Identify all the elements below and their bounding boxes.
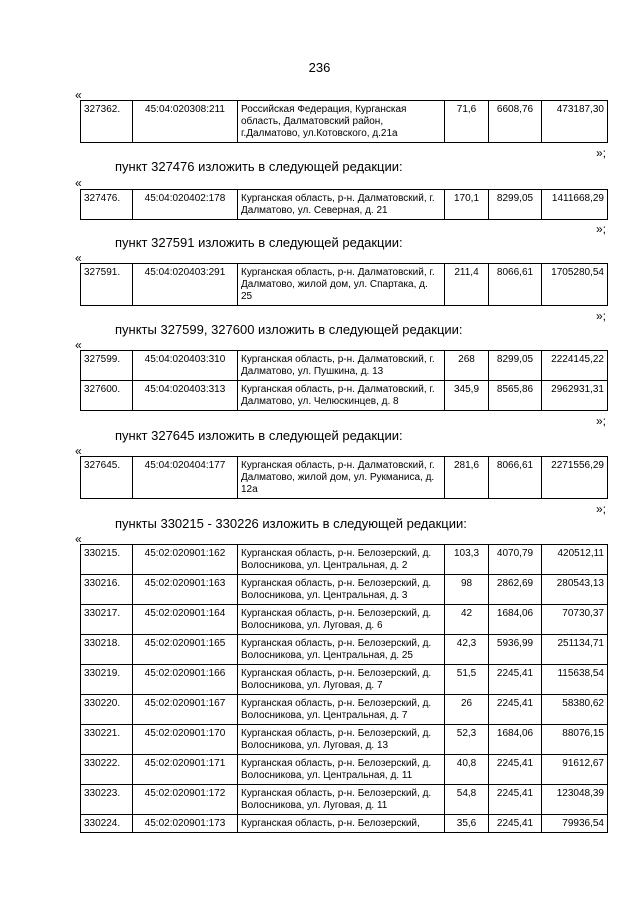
area-cell: 35,6 bbox=[445, 815, 489, 833]
table-row bbox=[81, 545, 608, 575]
address-cell: Курганская область, р-н. Белозерский, д. Волосникова, ул. Луговая, д. 7 bbox=[238, 665, 445, 695]
amendment-instruction: пункты 330215 - 330226 изложить в следующей редакции: bbox=[115, 516, 467, 531]
area-cell: 42,3 bbox=[445, 635, 489, 665]
area-cell: 42 bbox=[445, 605, 489, 635]
cadastral-number-cell: 45:02:020901:165 bbox=[133, 635, 238, 665]
open-quote: « bbox=[75, 176, 82, 190]
table-row bbox=[81, 575, 608, 605]
cadastral-number-cell: 45:02:020901:162 bbox=[133, 545, 238, 575]
rate-cell: 1684,06 bbox=[489, 725, 542, 755]
record-number-cell: 330217. bbox=[81, 605, 133, 635]
record-number-cell: 327591. bbox=[81, 264, 133, 306]
rate-cell: 2862,69 bbox=[489, 575, 542, 605]
table-row bbox=[81, 785, 608, 815]
address-cell: Курганская область, р-н. Белозерский, д. Волосникова, ул. Центральная, д. 7 bbox=[238, 695, 445, 725]
open-quote: « bbox=[75, 532, 82, 546]
open-quote: « bbox=[75, 88, 82, 102]
address-cell: Курганская область, р-н. Далматовский, г. Далматово, жилой дом, ул. Рукманиса, д. 12а bbox=[238, 457, 445, 499]
rate-cell: 2245,41 bbox=[489, 815, 542, 833]
cadastral-number-cell: 45:02:020901:173 bbox=[133, 815, 238, 833]
cadastral-number-cell: 45:02:020901:170 bbox=[133, 725, 238, 755]
open-quote: « bbox=[75, 338, 82, 352]
cadastral-number-cell: 45:04:020403:313 bbox=[133, 381, 238, 411]
record-number-cell: 330218. bbox=[81, 635, 133, 665]
rate-cell: 8066,61 bbox=[489, 264, 542, 306]
table-row bbox=[81, 457, 608, 499]
table-row bbox=[81, 815, 608, 833]
amendment-instruction: пункты 327599, 327600 изложить в следующей редакции: bbox=[115, 322, 463, 337]
area-cell: 281,6 bbox=[445, 457, 489, 499]
record-table bbox=[80, 189, 608, 220]
close-quote: »; bbox=[596, 502, 607, 516]
cadastral-number-cell: 45:02:020901:171 bbox=[133, 755, 238, 785]
amendment-instruction: пункт 327645 изложить в следующей редакции: bbox=[115, 428, 403, 443]
area-cell: 98 bbox=[445, 575, 489, 605]
cadastral-number-cell: 45:02:020901:172 bbox=[133, 785, 238, 815]
close-quote: »; bbox=[596, 222, 607, 236]
address-cell: Курганская область, р-н. Далматовский, г. Далматово, ул. Челюскинцев, д. 8 bbox=[238, 381, 445, 411]
table-row bbox=[81, 101, 608, 143]
cadastral-value-cell: 420512,11 bbox=[542, 545, 608, 575]
record-table bbox=[80, 263, 608, 306]
table-row bbox=[81, 665, 608, 695]
address-cell: Российская Федерация, Курганская область, Далматовский район, г.Далматово, ул.Котовского, д.21а bbox=[238, 101, 445, 143]
record-number-cell: 330216. bbox=[81, 575, 133, 605]
record-number-cell: 330215. bbox=[81, 545, 133, 575]
rate-cell: 8299,05 bbox=[489, 190, 542, 220]
record-number-cell: 330220. bbox=[81, 695, 133, 725]
record-number-cell: 327362. bbox=[81, 101, 133, 143]
cadastral-number-cell: 45:04:020403:310 bbox=[133, 351, 238, 381]
cadastral-value-cell: 88076,15 bbox=[542, 725, 608, 755]
record-number-cell: 330223. bbox=[81, 785, 133, 815]
cadastral-number-cell: 45:02:020901:166 bbox=[133, 665, 238, 695]
area-cell: 51,5 bbox=[445, 665, 489, 695]
record-table bbox=[80, 456, 608, 499]
rate-cell: 6608,76 bbox=[489, 101, 542, 143]
table-row bbox=[81, 755, 608, 785]
record-number-cell: 330221. bbox=[81, 725, 133, 755]
address-cell: Курганская область, р-н. Далматовский, г. Далматово, ул. Пушкина, д. 13 bbox=[238, 351, 445, 381]
cadastral-value-cell: 58380,62 bbox=[542, 695, 608, 725]
area-cell: 40,8 bbox=[445, 755, 489, 785]
open-quote: « bbox=[75, 251, 82, 265]
rate-cell: 5936,99 bbox=[489, 635, 542, 665]
area-cell: 345,9 bbox=[445, 381, 489, 411]
amendment-instruction: пункт 327591 изложить в следующей редакции: bbox=[115, 235, 403, 250]
rate-cell: 2245,41 bbox=[489, 665, 542, 695]
cadastral-number-cell: 45:04:020404:177 bbox=[133, 457, 238, 499]
table-row bbox=[81, 351, 608, 381]
close-quote: »; bbox=[596, 309, 607, 323]
address-cell: Курганская область, р-н. Белозерский, д. Волосникова, ул. Центральная, д. 11 bbox=[238, 755, 445, 785]
area-cell: 71,6 bbox=[445, 101, 489, 143]
area-cell: 211,4 bbox=[445, 264, 489, 306]
area-cell: 26 bbox=[445, 695, 489, 725]
cadastral-value-cell: 280543,13 bbox=[542, 575, 608, 605]
area-cell: 52,3 bbox=[445, 725, 489, 755]
rate-cell: 8299,05 bbox=[489, 351, 542, 381]
table-row bbox=[81, 635, 608, 665]
record-number-cell: 330222. bbox=[81, 755, 133, 785]
rate-cell: 1684,06 bbox=[489, 605, 542, 635]
table-row bbox=[81, 605, 608, 635]
record-table bbox=[80, 100, 608, 143]
area-cell: 268 bbox=[445, 351, 489, 381]
area-cell: 170,1 bbox=[445, 190, 489, 220]
table-row bbox=[81, 190, 608, 220]
record-number-cell: 327600. bbox=[81, 381, 133, 411]
rate-cell: 4070,79 bbox=[489, 545, 542, 575]
table-row bbox=[81, 381, 608, 411]
cadastral-number-cell: 45:04:020308:211 bbox=[133, 101, 238, 143]
cadastral-value-cell: 251134,71 bbox=[542, 635, 608, 665]
address-cell: Курганская область, р-н. Белозерский, д. Волосникова, ул. Центральная, д. 2 bbox=[238, 545, 445, 575]
close-quote: »; bbox=[596, 414, 607, 428]
cadastral-value-cell: 2271556,29 bbox=[542, 457, 608, 499]
rate-cell: 2245,41 bbox=[489, 755, 542, 785]
rate-cell: 8066,61 bbox=[489, 457, 542, 499]
table-row bbox=[81, 264, 608, 306]
record-number-cell: 327476. bbox=[81, 190, 133, 220]
area-cell: 103,3 bbox=[445, 545, 489, 575]
close-quote: »; bbox=[596, 146, 607, 160]
cadastral-value-cell: 70730,37 bbox=[542, 605, 608, 635]
table-row bbox=[81, 725, 608, 755]
table-row bbox=[81, 695, 608, 725]
address-cell: Курганская область, р-н. Далматовский, г. Далматово, ул. Северная, д. 21 bbox=[238, 190, 445, 220]
amendment-instruction: пункт 327476 изложить в следующей редакции: bbox=[115, 159, 403, 174]
page-number: 236 bbox=[308, 60, 331, 75]
record-number-cell: 327599. bbox=[81, 351, 133, 381]
open-quote: « bbox=[75, 444, 82, 458]
cadastral-value-cell: 1705280,54 bbox=[542, 264, 608, 306]
cadastral-value-cell: 115638,54 bbox=[542, 665, 608, 695]
cadastral-value-cell: 123048,39 bbox=[542, 785, 608, 815]
cadastral-value-cell: 473187,30 bbox=[542, 101, 608, 143]
cadastral-value-cell: 2962931,31 bbox=[542, 381, 608, 411]
record-number-cell: 330224. bbox=[81, 815, 133, 833]
record-table bbox=[80, 350, 608, 411]
address-cell: Курганская область, р-н. Белозерский, д. Волосникова, ул. Центральная, д. 25 bbox=[238, 635, 445, 665]
rate-cell: 2245,41 bbox=[489, 785, 542, 815]
address-cell: Курганская область, р-н. Белозерский, д. Волосникова, ул. Центральная, д. 3 bbox=[238, 575, 445, 605]
cadastral-value-cell: 2224145,22 bbox=[542, 351, 608, 381]
address-cell: Курганская область, р-н. Белозерский, д. Волосникова, ул. Луговая, д. 6 bbox=[238, 605, 445, 635]
address-cell: Курганская область, р-н. Белозерский, bbox=[238, 815, 445, 833]
record-table bbox=[80, 544, 608, 833]
rate-cell: 2245,41 bbox=[489, 695, 542, 725]
cadastral-number-cell: 45:04:020402:178 bbox=[133, 190, 238, 220]
cadastral-number-cell: 45:02:020901:164 bbox=[133, 605, 238, 635]
cadastral-value-cell: 79936,54 bbox=[542, 815, 608, 833]
address-cell: Курганская область, р-н. Белозерский, д. Волосникова, ул. Луговая, д. 13 bbox=[238, 725, 445, 755]
record-number-cell: 327645. bbox=[81, 457, 133, 499]
cadastral-number-cell: 45:04:020403:291 bbox=[133, 264, 238, 306]
cadastral-number-cell: 45:02:020901:163 bbox=[133, 575, 238, 605]
area-cell: 54,8 bbox=[445, 785, 489, 815]
cadastral-value-cell: 1411668,29 bbox=[542, 190, 608, 220]
address-cell: Курганская область, р-н. Белозерский, д. Волосникова, ул. Луговая, д. 11 bbox=[238, 785, 445, 815]
cadastral-number-cell: 45:02:020901:167 bbox=[133, 695, 238, 725]
cadastral-value-cell: 91612,67 bbox=[542, 755, 608, 785]
address-cell: Курганская область, р-н. Далматовский, г. Далматово, жилой дом, ул. Спартака, д. 25 bbox=[238, 264, 445, 306]
record-number-cell: 330219. bbox=[81, 665, 133, 695]
rate-cell: 8565,86 bbox=[489, 381, 542, 411]
